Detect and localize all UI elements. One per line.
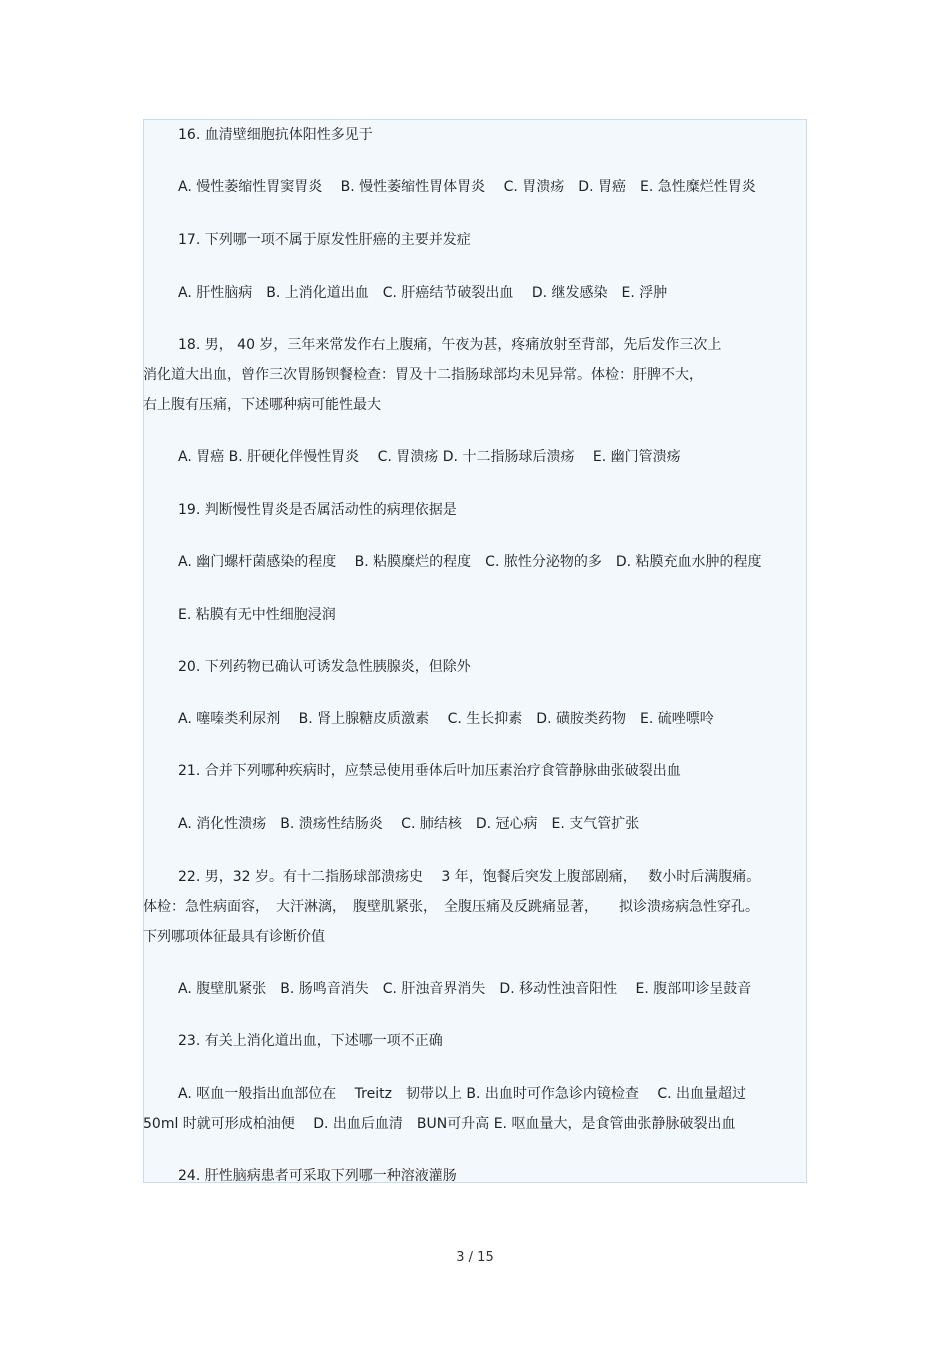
question-19: 19. 判断慢性胃炎是否属活动性的病理依据是 <box>178 502 457 518</box>
question-16-options: A. 慢性萎缩性胃窦胃炎 B. 慢性萎缩性胃体胃炎 C. 胃溃疡 D. 胃癌 E. 急性糜烂性胃炎 <box>178 179 756 195</box>
question-20: 20. 下列药物已确认可诱发急性胰腺炎，但除外 <box>178 659 471 675</box>
question-23-options-2: 50ml 时就可形成柏油便 D. 出血后血清 BUN可升高 E. 呕血量大，是食管曲张静脉破裂出血 <box>143 1116 736 1132</box>
question-22-line-1: 22. 男，32 岁。有十二指肠球部溃疡史 3 年，饱餐后突发上腹部剧痛， 数小时后满腹痛。 <box>178 869 761 885</box>
question-23: 23. 有关上消化道出血，下述哪一项不正确 <box>178 1033 443 1049</box>
question-22-options: A. 腹壁肌紧张 B. 肠鸣音消失 C. 肝浊音界消失 D. 移动性浊音阳性 E. 腹部叩诊呈鼓音 <box>178 981 752 997</box>
question-24: 24. 肝性脑病患者可采取下列哪一种溶液灌肠 <box>178 1168 457 1184</box>
question-18-line-1: 18. 男， 40 岁，三年来常发作右上腹痛，午夜为甚，疼痛放射至背部，先后发作三次上 <box>178 337 722 353</box>
question-20-options: A. 噻嗪类利尿剂 B. 肾上腺糖皮质激素 C. 生长抑素 D. 磺胺类药物 E. 硫唑嘌呤 <box>178 711 714 727</box>
question-16: 16. 血清壁细胞抗体阳性多见于 <box>178 127 373 143</box>
question-19-options: A. 幽门螺杆菌感染的程度 B. 粘膜糜烂的程度 C. 脓性分泌物的多 D. 粘膜充血水肿的程度 <box>178 554 762 570</box>
question-22-line-3: 下列哪项体征最具有诊断价值 <box>143 929 325 945</box>
question-18-line-3: 右上腹有压痛，下述哪种病可能性最大 <box>143 397 381 413</box>
question-21: 21. 合并下列哪种疾病时，应禁忌使用垂体后叶加压素治疗食管静脉曲张破裂出血 <box>178 763 681 779</box>
question-22-line-2: 体检：急性病面容， 大汗淋漓， 腹壁肌紧张， 全腹压痛及反跳痛显著， 拟诊溃疡病急性穿孔。 <box>143 899 759 915</box>
question-17-options: A. 肝性脑病 B. 上消化道出血 C. 肝癌结节破裂出血 D. 继发感染 E. 浮肿 <box>178 285 668 301</box>
page-number: 3 / 15 <box>456 1250 494 1265</box>
question-21-options: A. 消化性溃疡 B. 溃疡性结肠炎 C. 肺结核 D. 冠心病 E. 支气管扩张 <box>178 816 640 832</box>
question-19-option-e: E. 粘膜有无中性细胞浸润 <box>178 607 336 623</box>
document-content-panel <box>143 119 807 1183</box>
question-18-options: A. 胃癌 B. 肝硬化伴慢性胃炎 C. 胃溃疡 D. 十二指肠球后溃疡 E. 幽门管溃疡 <box>178 449 681 465</box>
question-17: 17. 下列哪一项不属于原发性肝癌的主要并发症 <box>178 232 471 248</box>
question-23-options-1: A. 呕血一般指出血部位在 Treitz 韧带以上 B. 出血时可作急诊内镜检查 C. 出血量超过 <box>178 1086 747 1102</box>
question-18-line-2: 消化道大出血，曾作三次胃肠钡餐检查：胃及十二指肠球部均未见异常。体检：肝脾不大， <box>143 367 703 383</box>
